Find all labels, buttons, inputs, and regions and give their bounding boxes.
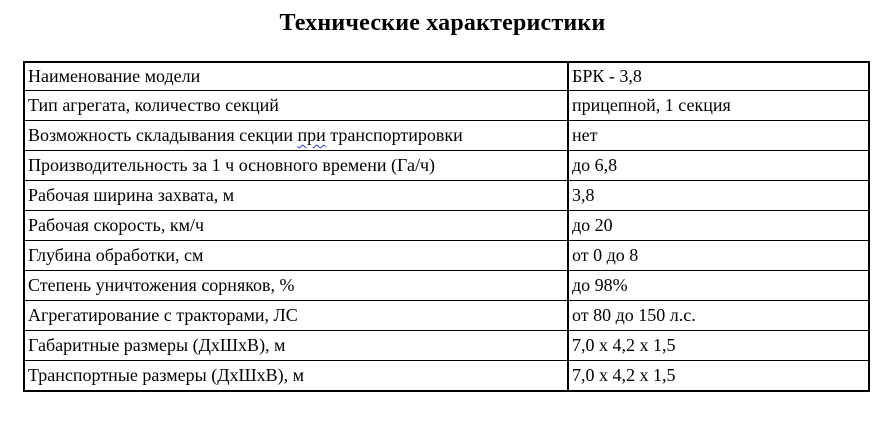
param-name-cell: Тип агрегата, количество секций: [24, 91, 568, 121]
param-value-cell: нет: [568, 121, 869, 151]
table-row: [24, 271, 869, 301]
param-value-cell: от 0 до 8: [568, 241, 869, 271]
table-row: [24, 361, 869, 392]
param-value-cell: БРК - 3,8: [568, 62, 869, 91]
table-row: [24, 151, 869, 181]
table-row: [24, 91, 869, 121]
param-value-cell: 7,0 х 4,2 х 1,5: [568, 361, 869, 392]
param-text-before: Возможность складывания секции: [28, 125, 298, 145]
param-value-cell: от 80 до 150 л.с.: [568, 301, 869, 331]
table-row: [24, 301, 869, 331]
param-name-cell: Агрегатирование с тракторами, ЛС: [24, 301, 568, 331]
table-row: [24, 211, 869, 241]
table-row: [24, 241, 869, 271]
param-name-cell: Наименование модели: [24, 62, 568, 91]
param-name-cell: Транспортные размеры (ДхШхВ), м: [24, 361, 568, 392]
table-row: [24, 331, 869, 361]
specifications-table-body: [24, 62, 869, 391]
param-value-cell: до 98%: [568, 271, 869, 301]
param-name-cell: Габаритные размеры (ДхШхВ), м: [24, 331, 568, 361]
param-value-cell: 7,0 х 4,2 х 1,5: [568, 331, 869, 361]
param-name-cell: Глубина обработки, см: [24, 241, 568, 271]
table-row: [24, 62, 869, 91]
param-value-cell: до 20: [568, 211, 869, 241]
page-title: Технические характеристики: [279, 10, 606, 36]
param-name-cell: [24, 121, 568, 151]
param-value-cell: прицепной, 1 секция: [568, 91, 869, 121]
table-row: [24, 181, 869, 211]
param-name-cell: Производительность за 1 ч основного времени (Га/ч): [24, 151, 568, 181]
param-name-cell: Рабочая скорость, км/ч: [24, 211, 568, 241]
spellcheck-marked-word: при: [297, 125, 326, 145]
specifications-table: [23, 61, 870, 392]
param-text-after: транспортировки: [325, 125, 463, 145]
param-value-cell: до 6,8: [568, 151, 869, 181]
param-name-cell: Степень уничтожения сорняков, %: [24, 271, 568, 301]
param-value-cell: 3,8: [568, 181, 869, 211]
table-row: [24, 121, 869, 151]
param-name-cell: Рабочая ширина захвата, м: [24, 181, 568, 211]
